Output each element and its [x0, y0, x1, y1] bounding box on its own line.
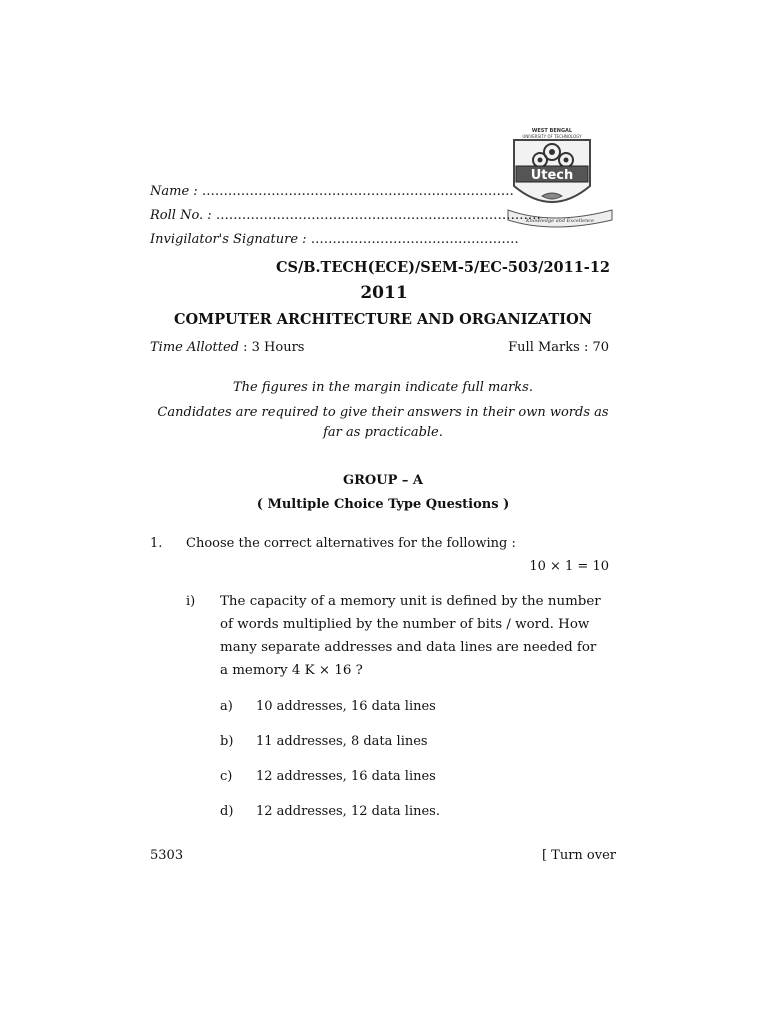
question-number: 1. [150, 536, 163, 551]
question-prompt: Choose the correct alternatives for the following : [186, 536, 516, 551]
time-label: Time Allotted [150, 340, 239, 355]
instruction-line-3: far as practicable. [323, 425, 443, 440]
instruction-line-2: Candidates are required to give their answers in their own words as [157, 405, 609, 420]
name-label: Name : [150, 184, 198, 199]
name-field [150, 184, 514, 199]
turn-over: [ Turn over [541, 848, 616, 863]
subquestion-line-4: a memory 4 K × 16 ? [220, 663, 363, 678]
exam-year: 2011 [360, 283, 408, 303]
subquestion-text [220, 590, 616, 682]
group-subtitle: ( Multiple Choice Type Questions ) [256, 497, 510, 512]
option-d-text: 12 addresses, 12 data lines. [256, 804, 440, 819]
option-c-label: c) [220, 769, 233, 784]
paper-code: CS/B.TECH(ECE)/SEM-5/EC-503/2011-12 [275, 259, 610, 276]
logo-top-text: WEST BENGAL [531, 128, 573, 134]
logo-sub-text: UNIVERSITY OF TECHNOLOGY [522, 134, 582, 139]
name-dots: ……………………………………………………………… [201, 184, 514, 199]
signature-field [150, 232, 519, 247]
subject-title: COMPUTER ARCHITECTURE AND ORGANIZATION [174, 311, 592, 328]
page-code: 5303 [150, 848, 184, 863]
instruction-line-1: The figures in the margin indicate full marks. [232, 380, 533, 395]
subquestion-number: i) [186, 594, 196, 609]
roll-dots: ………………………………………………………………… [215, 208, 541, 223]
roll-field [150, 208, 541, 223]
signature-dots: ………………………………………… [310, 232, 519, 247]
roll-label: Roll No. : [150, 208, 212, 223]
option-c-text: 12 addresses, 16 data lines [256, 769, 436, 784]
subquestion-line-2: of words multiplied by the number of bits / word. How [220, 617, 590, 632]
option-b-label: b) [220, 734, 234, 749]
option-d-label: d) [220, 804, 234, 819]
option-a-label: a) [220, 699, 233, 714]
subquestion-line-1: The capacity of a memory unit is defined by the number [220, 594, 601, 609]
logo-motto-text: Knowledge and Excellence [525, 218, 595, 224]
group-title: GROUP – A [343, 473, 423, 488]
option-a-text: 10 addresses, 16 data lines [256, 699, 436, 714]
question-marks: 10 × 1 = 10 [529, 559, 609, 574]
time-allotted [150, 340, 304, 355]
full-marks: Full Marks : 70 [508, 340, 609, 355]
logo-banner-text: Utech [530, 168, 574, 183]
time-value: : 3 Hours [243, 340, 305, 355]
option-b-text: 11 addresses, 8 data lines [256, 734, 428, 749]
signature-label: Invigilator's Signature : [150, 232, 307, 247]
subquestion-line-3: many separate addresses and data lines are needed for [220, 640, 597, 655]
